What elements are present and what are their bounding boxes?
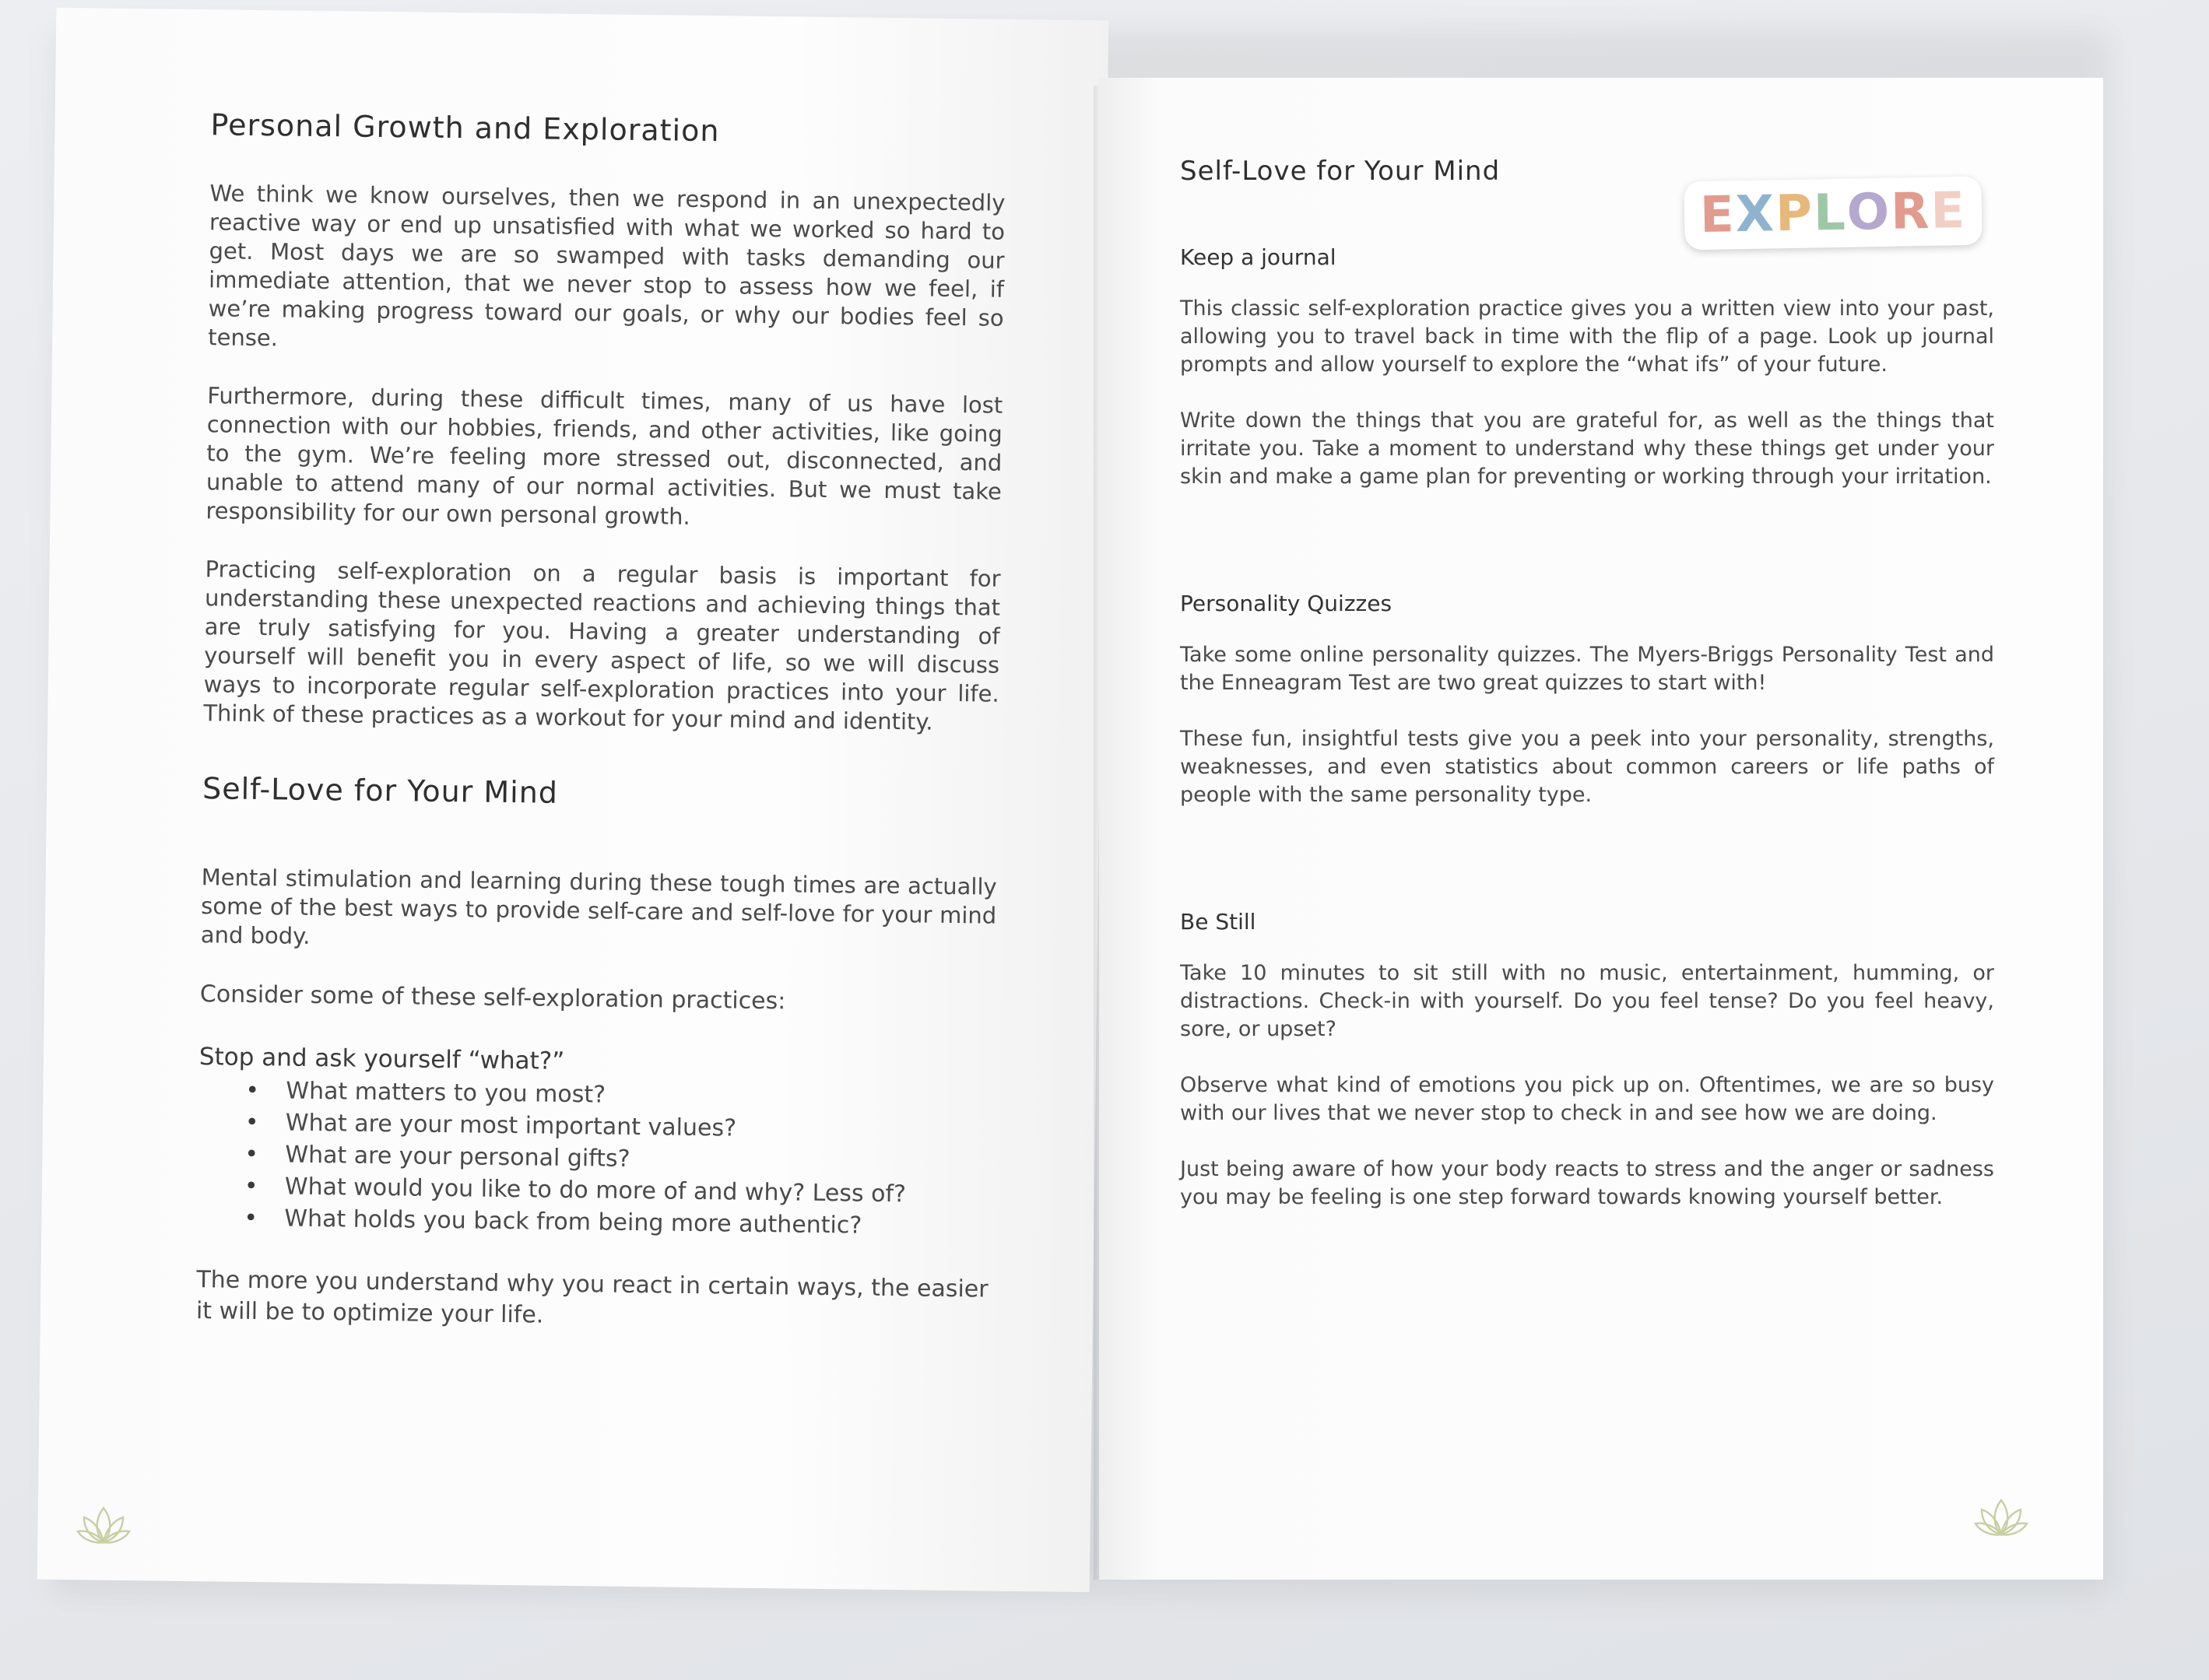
list-item: • What are your personal gifts? (244, 1138, 993, 1180)
lotus-icon (1974, 1494, 2028, 1541)
practices-intro: Consider some of these self-exploration practices: (199, 980, 786, 1015)
closing-paragraph: The more you understand why you react in certain ways, the easier it will be to optimize your life. (195, 1266, 989, 1329)
list-item: • What holds you back from being more authentic? (244, 1202, 992, 1243)
section-intro: Mental stimulation and learning during these tough times are actually some of the best ways to provide self-care and self-love for your mind and body. (200, 864, 997, 949)
paragraph: This classic self-exploration practice gives you a written view into your past, allowing you to travel back in time with the flip of a page. Look up journal prompts and allow yourself to explore the “what ifs” of your future. (1180, 296, 1994, 377)
sticker-letter: E (1930, 182, 1967, 240)
left-page (37, 8, 1109, 1592)
explore-sticker (1684, 177, 1982, 251)
list-item: • What are your most important values? (245, 1107, 994, 1148)
sticker-letter: R (1890, 182, 1932, 241)
paragraph: Furthermore, during these difficult times, many of us have lost connection with our hobbies, friends, and other activities, like going to the gym. We’re feeling more stressed out, disconnected, and unable to attend many of our normal activities. But we must take responsibility for our own personal growth. (205, 382, 1003, 530)
section-heading: Personality Quizzes (1180, 591, 1392, 616)
right-page (1099, 78, 2103, 1580)
paragraph: Observe what kind of emotions you pick up on. Oftentimes, we are so busy with our lives that we never stop to check in and see how we are doing. (1180, 1073, 1994, 1125)
sticker-letter: P (1775, 184, 1814, 244)
paragraph: Just being aware of how your body reacts to stress and the anger or sadness you may be feeling is one step forward towards knowing yourself better. (1180, 1157, 1994, 1209)
paragraph: Take some online personality quizzes. The Myers-Briggs Personality Test and the Enneagram Test are two great quizzes to start with! (1180, 643, 1994, 695)
section-title: Self-Love for Your Mind (202, 771, 559, 810)
section-heading: Keep a journal (1180, 244, 1336, 270)
paragraph: We think we know ourselves, then we respond in an unexpectedly reactive way or end up unsatisfied with what we worked so hard to get. Most days we are so swamped with tasks demanding our immediate attention, that we never stop to assess how we feel, if we’re making progress toward our goals, or why our bodies feel so tense. (208, 180, 1006, 352)
section-heading: Be Still (1180, 909, 1256, 935)
sticker-letter: E (1699, 186, 1737, 244)
lotus-icon (76, 1502, 131, 1548)
question-list (197, 1074, 994, 1243)
page-title: Self-Love for Your Mind (1180, 156, 1501, 187)
paragraph: These fun, insightful tests give you a peek into your personality, strengths, weaknesses, and even statistics about common careers or life paths of people with the same personality type. (1180, 727, 1994, 807)
paragraph: Practicing self-exploration on a regular basis is important for understanding these unexpected reactions and achieving things that are truly satisfying for you. Having a greater understanding of yourself will benefit you in every aspect of life, so we will discuss ways to incorporate regular self-exploration practices into your life. Think of these practices as a workout for your mind and identity. (203, 556, 1001, 735)
question-lead: Stop and ask yourself “what?” (198, 1043, 565, 1075)
list-item: • What matters to you most? (245, 1075, 994, 1116)
paragraph: Take 10 minutes to sit still with no music, entertainment, humming, or distractions. Check-in with yourself. Do you feel tense? Do you feel heavy, sore, or upset? (1180, 961, 1994, 1041)
sticker-letter: O (1846, 183, 1891, 242)
sticker-letter: X (1735, 185, 1776, 244)
paragraph: Write down the things that you are grateful for, as well as the things that irritate you. Take a moment to understand why these things get under your skin and make a game plan for preventing or working through your irritation. (1180, 409, 1994, 489)
list-item: • What would you like to do more of and why? Less of? (244, 1170, 993, 1212)
page-title: Personal Growth and Exploration (210, 107, 720, 149)
sticker-letter: L (1813, 184, 1848, 243)
